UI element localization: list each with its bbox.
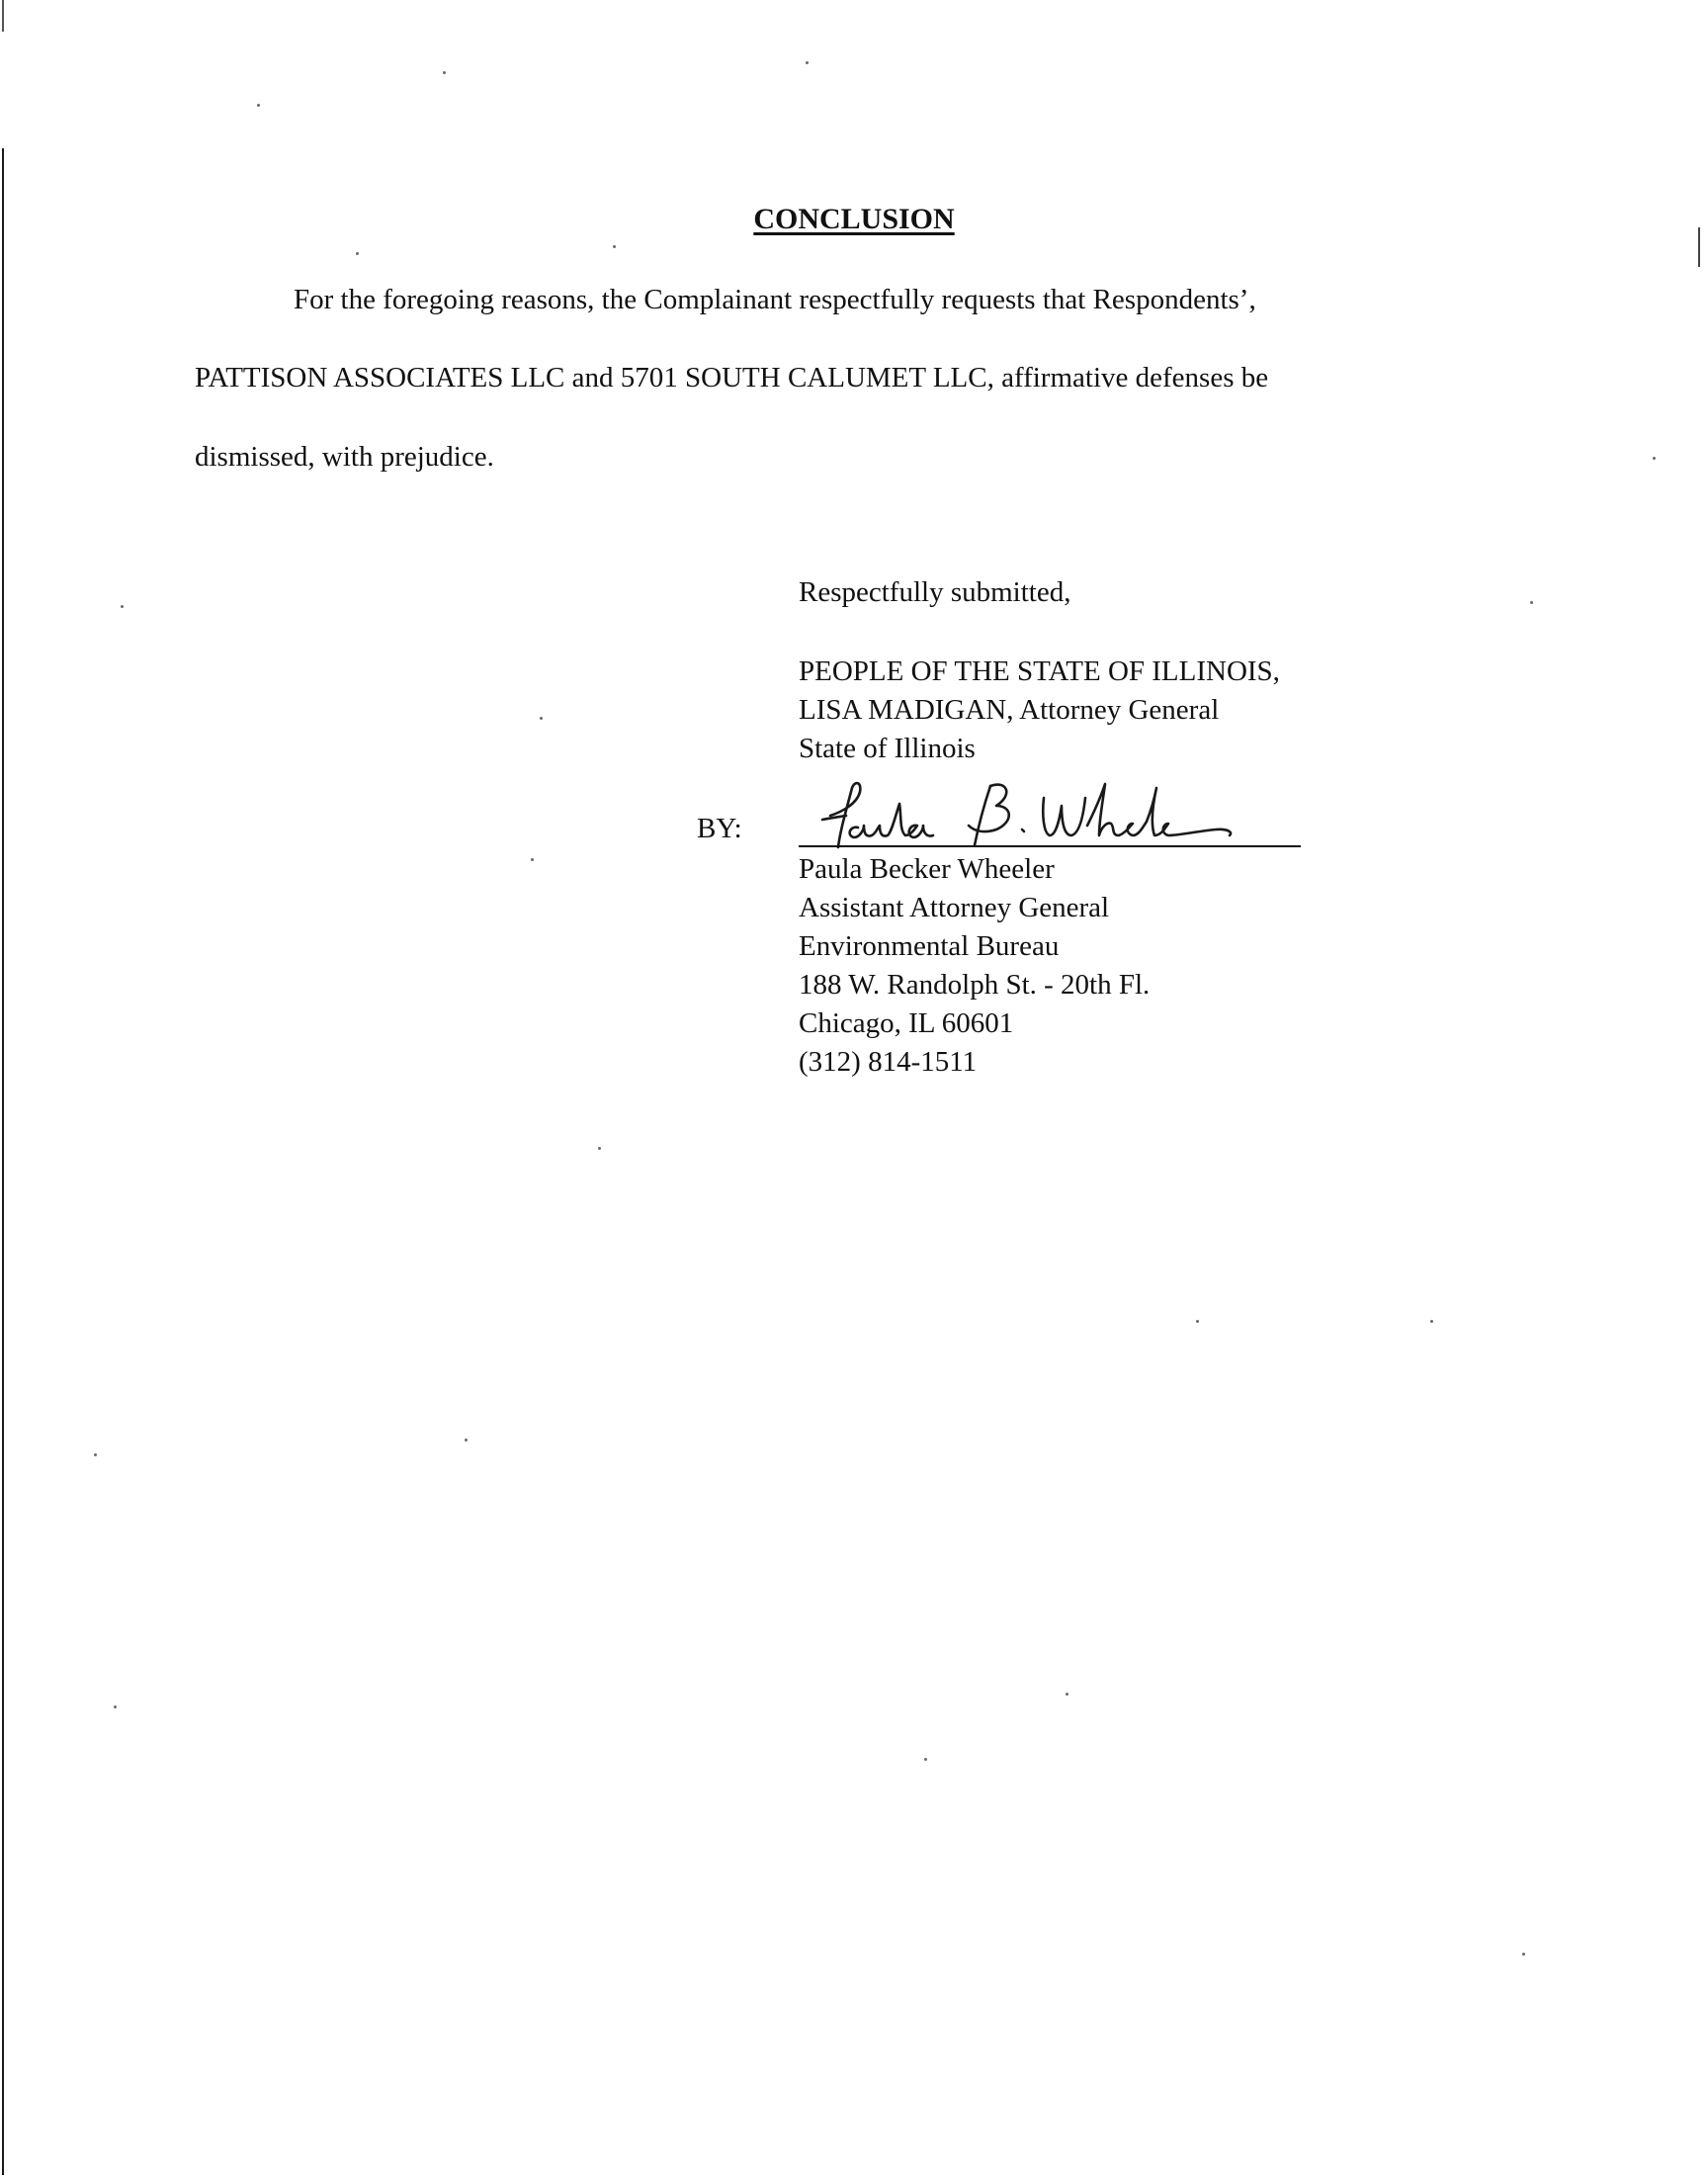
scan-speck: [1530, 601, 1533, 604]
scan-speck: [114, 1705, 117, 1708]
scan-speck: [1653, 457, 1656, 460]
scan-speck: [94, 1453, 97, 1456]
signer-name: Paula Becker Wheeler: [799, 853, 1055, 885]
scan-speck: [1066, 1693, 1068, 1696]
party-line-1: PEOPLE OF THE STATE OF ILLINOIS,: [799, 655, 1280, 687]
scan-speck: [465, 1439, 468, 1441]
signer-city: Chicago, IL 60601: [799, 1007, 1014, 1039]
party-line-3: State of Illinois: [799, 733, 976, 764]
conclusion-heading-text: CONCLUSION: [753, 203, 955, 235]
scan-speck: [531, 858, 534, 861]
signer-block: [799, 850, 1150, 1082]
scan-speck: [540, 717, 543, 720]
scan-speck: [443, 71, 446, 74]
scan-speck: [1522, 1953, 1525, 1956]
party-line-2: LISA MADIGAN, Attorney General: [799, 694, 1220, 726]
signer-title: Assistant Attorney General: [799, 892, 1110, 923]
signer-bureau: Environmental Bureau: [799, 930, 1060, 962]
scan-speck: [806, 61, 809, 64]
scan-speck: [121, 605, 124, 608]
scan-edge-left: [2, 148, 4, 2175]
scan-speck: [613, 245, 616, 248]
scan-speck: [924, 1758, 927, 1761]
scan-edge-top: [2, 0, 4, 32]
party-block: [799, 653, 1280, 768]
scan-speck: [598, 1147, 601, 1150]
body-paragraph-line-3: dismissed, with prejudice.: [195, 441, 494, 473]
scan-speck: [1196, 1320, 1199, 1323]
signer-phone: (312) 814-1511: [799, 1046, 978, 1078]
signer-address: 188 W. Randolph St. - 20th Fl.: [799, 969, 1151, 1001]
handwritten-signature: [811, 776, 1265, 855]
scan-speck: [257, 104, 260, 107]
scan-speck: [1430, 1320, 1433, 1323]
by-label: BY:: [697, 813, 742, 844]
scan-speck: [356, 252, 359, 255]
conclusion-heading: [0, 203, 1708, 236]
body-paragraph-line-2: PATTISON ASSOCIATES LLC and 5701 SOUTH CALUMET LLC, affirmative defenses be: [195, 362, 1269, 393]
closing-salutation: Respectfully submitted,: [799, 576, 1071, 608]
body-paragraph-line-1: For the foregoing reasons, the Complainant respectfully requests that Respondents’,: [294, 284, 1256, 315]
signature-line: [799, 845, 1301, 847]
